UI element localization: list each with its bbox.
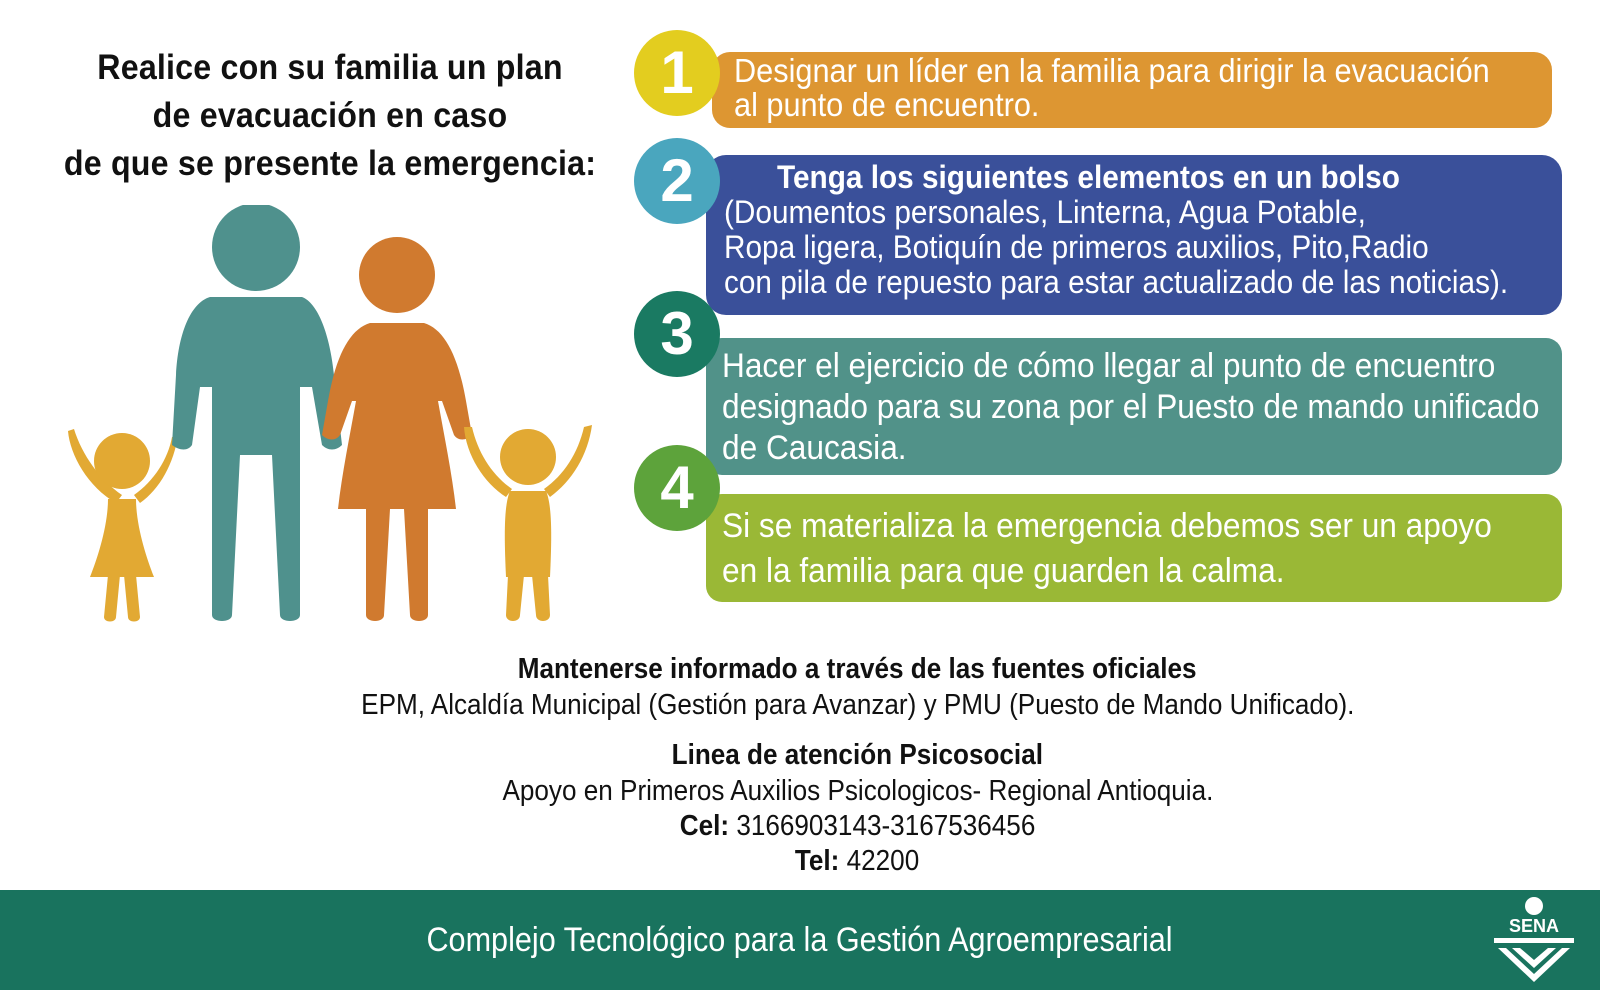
cel-label: Cel: (679, 810, 730, 842)
cel-contact (0, 809, 1600, 844)
footer-bar (0, 890, 1600, 990)
svg-text:SENA: SENA (1508, 916, 1560, 936)
child-left-figure (68, 429, 178, 622)
tel-contact (0, 844, 1600, 879)
headline (63, 44, 597, 188)
sena-logo-icon (1488, 896, 1580, 986)
step-3-line-2: designado para su zona por el Puesto de mando unificado (722, 388, 1540, 426)
step-2-line-2: Ropa ligera, Botiquín de primeros auxilios, Pito,Radio (724, 229, 1429, 265)
psychosocial-line-desc (0, 774, 1600, 809)
headline-line-1: Realice con su familia un plan (97, 48, 563, 87)
footer-institution-name: Complejo Tecnológico para la Gestión Agroempresarial (426, 921, 1174, 959)
step-2-box (706, 155, 1562, 315)
step-3-line-3: de Caucasia. (722, 429, 907, 467)
child-right-figure (464, 425, 592, 621)
step-3-box (706, 338, 1562, 475)
headline-line-3: de que se presente la emergencia: (63, 144, 597, 183)
psychosocial-line-title-text: Linea de atención Psicosocial (671, 739, 1044, 771)
psychosocial-line-desc-text: Apoyo en Primeros Auxilios Psicologicos- Regional Antioquia. (502, 775, 1213, 807)
footer-text (0, 920, 1600, 960)
step-4-box (706, 494, 1562, 602)
step-1-number-badge: 1 (634, 30, 720, 116)
official-sources-title-text: Mantenerse informado a través de las fuentes oficiales (518, 653, 1197, 685)
step-3-number-badge: 3 (634, 291, 720, 377)
father-figure (172, 205, 342, 621)
step-1-line-1: Designar un líder en la familia para dirigir la evacuación (734, 52, 1490, 89)
step-1-box (712, 52, 1552, 128)
step-1-line-2: al punto de encuentro. (734, 86, 1040, 123)
family-illustration (60, 205, 610, 630)
cel-value: 3166903143-3167536456 (736, 810, 1036, 842)
tel-label: Tel: (795, 845, 840, 877)
step-4-line-1: Si se materializa la emergencia debemos ser un apoyo (722, 507, 1492, 545)
step-3-line-1: Hacer el ejercicio de cómo llegar al punto de encuentro (722, 347, 1496, 385)
step-2-line-3: con pila de repuesto para estar actualizado de las noticias). (724, 264, 1509, 300)
step-4-line-2: en la familia para que guarden la calma. (722, 552, 1285, 590)
mother-figure (322, 237, 472, 621)
psychosocial-line-title (0, 738, 1600, 773)
official-sources-text (0, 688, 1600, 723)
official-sources-title (0, 652, 1600, 687)
official-sources-list: EPM, Alcaldía Municipal (Gestión para Avanzar) y PMU (Puesto de Mando Unificado). (360, 689, 1355, 721)
step-2-heading: Tenga los siguientes elementos en un bolso (777, 159, 1400, 195)
step-2-line-1: (Doumentos personales, Linterna, Agua Potable, (724, 194, 1366, 230)
tel-value: 42200 (847, 845, 920, 877)
step-4-number-badge: 4 (634, 445, 720, 531)
step-2-number-badge: 2 (634, 138, 720, 224)
headline-line-2: de evacuación en caso (152, 96, 508, 135)
